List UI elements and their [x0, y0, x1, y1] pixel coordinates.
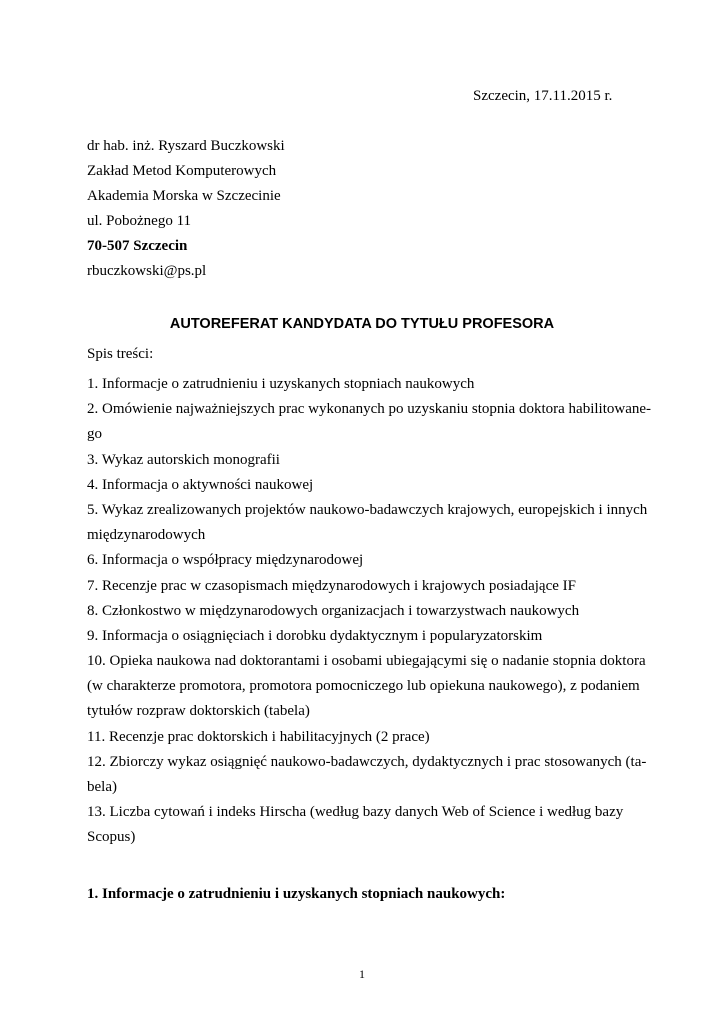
- toc-line: 8. Członkostwo w międzynarodowych organizacjach i towarzystwach naukowych: [87, 602, 580, 619]
- toc-line: międzynarodowych: [87, 527, 206, 544]
- toc-label: Spis treści:: [87, 346, 154, 362]
- toc-line: 10. Opieka naukowa nad doktorantami i osobami ubiegającymi się o nadanie stopnia doktora: [87, 653, 646, 670]
- toc-line: Scopus): [87, 829, 136, 846]
- page-number: 1: [359, 967, 365, 981]
- sender-name: dr hab. inż. Ryszard Buczkowski: [87, 138, 285, 154]
- table-of-contents: [87, 374, 652, 853]
- toc-line: 4. Informacja o aktywności naukowej: [87, 476, 314, 493]
- sender-address-block: [87, 136, 285, 286]
- sender-street: ul. Pobożnego 11: [87, 213, 192, 229]
- place-date: Szczecin, 17.11.2015 r.: [473, 88, 613, 104]
- document-title: AUTOREFERAT KANDYDATA DO TYTUŁU PROFESORA: [169, 316, 555, 332]
- toc-line: 6. Informacja o współpracy międzynarodowej: [87, 552, 364, 569]
- toc-line: 7. Recenzje prac w czasopismach międzynarodowych i krajowych posiadające IF: [87, 577, 576, 594]
- sender-postal-city: 70-507 Szczecin: [87, 238, 188, 254]
- toc-line: tytułów rozpraw doktorskich (tabela): [87, 703, 310, 720]
- toc-line: 2. Omówienie najważniejszych prac wykonanych po uzyskaniu stopnia doktora habilitowane-: [87, 401, 652, 418]
- toc-line: 3. Wykaz autorskich monografii: [87, 451, 280, 468]
- sender-department: Zakład Metod Komputerowych: [87, 163, 277, 179]
- sender-email: rbuczkowski@ps.pl: [87, 263, 207, 279]
- sender-institution: Akademia Morska w Szczecinie: [87, 188, 281, 204]
- toc-line: 5. Wykaz zrealizowanych projektów naukowo-badawczych krajowych, europejskich i innych: [87, 501, 648, 518]
- toc-line: (w charakterze promotora, promotora pomocniczego lub opiekuna naukowego), z podaniem: [87, 678, 640, 695]
- toc-line: go: [87, 426, 102, 443]
- section-heading: 1. Informacje o zatrudnieniu i uzyskanych stopniach naukowych:: [87, 886, 506, 902]
- toc-line: 1. Informacje o zatrudnieniu i uzyskanych stopniach naukowych: [87, 376, 475, 392]
- toc-line: 11. Recenzje prac doktorskich i habilitacyjnych (2 prace): [87, 728, 430, 745]
- toc-line: 13. Liczba cytowań i indeks Hirscha (według bazy danych Web of Science i według bazy: [87, 804, 624, 821]
- toc-line: bela): [87, 779, 117, 795]
- toc-line: 9. Informacja o osiągnięciach i dorobku dydaktycznym i popularyzatorskim: [87, 627, 543, 644]
- toc-line: 12. Zbiorczy wykaz osiągnięć naukowo-badawczych, dydaktycznych i prac stosowanych (ta-: [87, 753, 647, 770]
